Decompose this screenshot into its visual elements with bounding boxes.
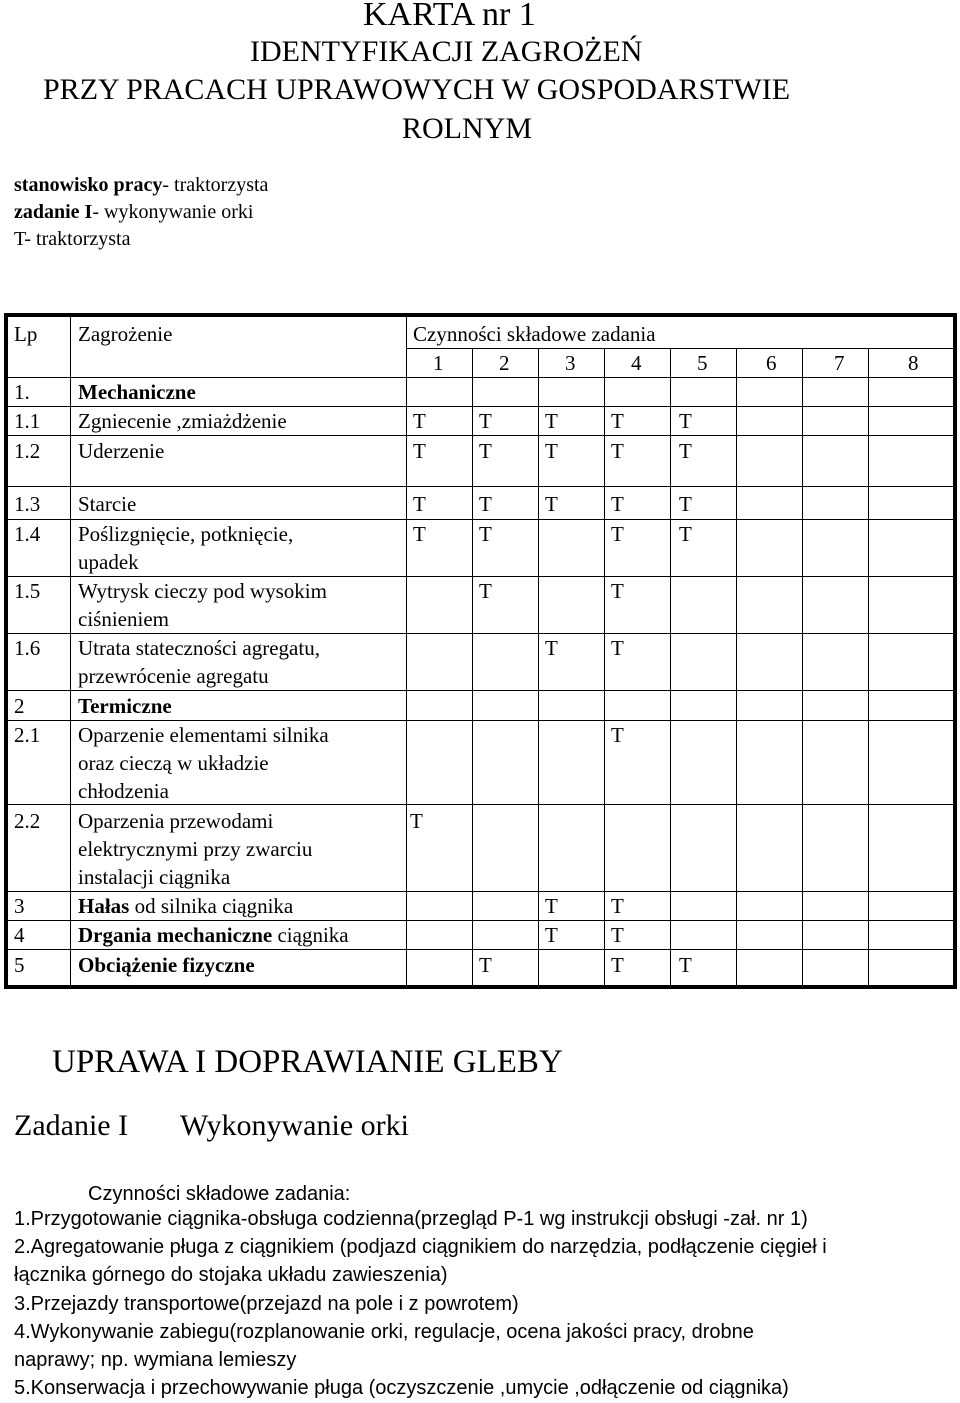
row-name-bold: Hałas (78, 894, 130, 918)
row-name (78, 951, 255, 979)
row-divider (8, 486, 953, 487)
row-name: Starcie (78, 492, 137, 516)
hazard-mark: T (410, 809, 423, 833)
hazard-mark: T (611, 522, 624, 546)
hazard-mark: T (545, 492, 558, 516)
task-line: 1.Przygotowanie ciągnika-obsługa codzienna(przegląd P-1 wg instrukcji obsługi -zał. nr 1) (14, 1208, 808, 1230)
stanowisko-label: stanowisko pracy (14, 174, 163, 196)
row-name: Wytrysk cieczy pod wysokim (78, 579, 327, 603)
col-divider-lp (70, 317, 71, 985)
hazard-mark: T (679, 953, 692, 977)
hazard-mark: T (413, 492, 426, 516)
task-line: naprawy; np. wymiana lemieszy (14, 1349, 297, 1371)
hazard-mark: T (611, 409, 624, 433)
row-lp: 3 (14, 894, 25, 918)
hazard-mark: T (479, 579, 492, 603)
row-name: Uderzenie (78, 439, 165, 463)
activity-number: 3 (565, 351, 576, 375)
col-header-zagrozenie: Zagrożenie (78, 322, 173, 346)
col-divider-a1 (472, 348, 473, 985)
hazard-mark: T (413, 439, 426, 463)
hazard-mark: T (413, 522, 426, 546)
row-lp: 4 (14, 923, 25, 947)
hazard-mark: T (679, 522, 692, 546)
row-name-cont: chłodzenia (78, 779, 169, 803)
row-divider (8, 435, 953, 436)
row-name-bold: Drgania mechaniczne (78, 923, 273, 947)
col-divider-a2 (538, 348, 539, 985)
row-name-cont: upadek (78, 550, 139, 574)
row-name: Poślizgnięcie, potknięcie, (78, 522, 294, 546)
row-lp: 1.6 (14, 636, 41, 660)
row-name-rest: od silnika ciągnika (129, 894, 294, 918)
row-lp: 5 (14, 953, 25, 977)
activity-number: 2 (499, 351, 510, 375)
row-divider (8, 690, 953, 691)
hazard-mark: T (479, 439, 492, 463)
row-divider (406, 348, 953, 349)
row-name-cont: przewrócenie agregatu (78, 664, 269, 688)
hazard-mark: T (611, 579, 624, 603)
row-name: Oparzenia przewodami (78, 809, 274, 833)
row-name-cont: elektrycznymi przy zwarciu (78, 837, 313, 861)
hazard-mark: T (479, 953, 492, 977)
task-line: 3.Przejazdy transportowe(przejazd na pole i z powrotem) (14, 1293, 519, 1315)
col-divider-a5 (736, 348, 737, 985)
row-lp: 2.2 (14, 809, 41, 833)
task-line: 5.Konserwacja i przechowywanie pługa (oczyszczenie ,umycie ,odłączenie od ciągnika) (14, 1377, 789, 1399)
card-title: KARTA nr 1 (363, 0, 536, 33)
row-name: Termiczne (78, 694, 172, 718)
row-lp: 1.3 (14, 492, 41, 516)
stanowisko-line (14, 172, 268, 199)
card-subtitle-3: ROLNYM (402, 112, 533, 145)
hazard-mark: T (479, 492, 492, 516)
task-line: łącznika górnego do stojaka układu zawieszenia) (14, 1264, 448, 1286)
row-lp: 2 (14, 694, 25, 718)
hazard-mark: T (479, 409, 492, 433)
hazard-mark: T (611, 636, 624, 660)
hazard-mark: T (545, 894, 558, 918)
row-lp: 1.4 (14, 522, 41, 546)
card-subtitle-2: PRZY PRACACH UPRAWOWYCH W GOSPODARSTWIE (43, 73, 791, 106)
row-name (78, 921, 349, 949)
zadanie-heading-label: Zadanie I (14, 1109, 129, 1142)
row-lp: 2.1 (14, 723, 41, 747)
hazard-mark: T (611, 923, 624, 947)
col-header-lp: Lp (14, 322, 38, 346)
hazard-mark: T (479, 522, 492, 546)
t-legend: T- traktorzysta (14, 228, 131, 250)
hazard-mark: T (611, 439, 624, 463)
hazard-mark: T (611, 894, 624, 918)
col-divider-name (406, 317, 407, 985)
activity-number: 5 (697, 351, 708, 375)
hazard-mark: T (611, 953, 624, 977)
hazard-mark: T (679, 492, 692, 516)
hazard-mark: T (545, 636, 558, 660)
zadanie-label: zadanie I (14, 201, 93, 223)
row-name: Oparzenie elementami silnika (78, 723, 329, 747)
zadanie-heading-name: Wykonywanie orki (180, 1109, 409, 1142)
zadanie-line (14, 199, 253, 226)
hazard-mark: T (611, 723, 624, 747)
row-name-bold: Obciążenie fizyczne (78, 953, 255, 977)
col-header-czynnosci: Czynności składowe zadania (413, 322, 656, 346)
row-divider (8, 949, 953, 950)
hazard-mark: T (679, 409, 692, 433)
row-name-cont: oraz cieczą w układzie (78, 751, 269, 775)
row-name: Zgniecenie ,zmiażdżenie (78, 409, 287, 433)
col-divider-a4 (670, 348, 671, 985)
hazard-mark: T (611, 492, 624, 516)
zadanie-value: - wykonywanie orki (92, 201, 254, 223)
row-name: Utrata stateczności agregatu, (78, 636, 320, 660)
stanowisko-value: - traktorzysta (162, 174, 269, 196)
czynnosci-heading: Czynności składowe zadania: (88, 1183, 351, 1205)
hazard-mark: T (545, 923, 558, 947)
row-lp: 1.2 (14, 439, 41, 463)
col-divider-a7 (868, 348, 869, 985)
hazard-mark: T (679, 439, 692, 463)
activity-number: 6 (766, 351, 777, 375)
card-subtitle-1: IDENTYFIKACJI ZAGROŻEŃ (250, 35, 643, 68)
row-lp: 1. (14, 380, 30, 404)
row-name (78, 892, 293, 920)
row-name: Mechaniczne (78, 380, 196, 404)
col-divider-a3 (604, 348, 605, 985)
col-divider-a6 (802, 348, 803, 985)
activity-number: 4 (631, 351, 642, 375)
activity-number: 1 (433, 351, 444, 375)
row-lp: 1.5 (14, 579, 41, 603)
section-title: UPRAWA I DOPRAWIANIE GLEBY (52, 1044, 563, 1080)
hazard-mark: T (545, 409, 558, 433)
row-name-cont: ciśnieniem (78, 607, 169, 631)
task-line: 4.Wykonywanie zabiegu(rozplanowanie orki, regulacje, ocena jakości pracy, drobne (14, 1321, 754, 1343)
activity-number: 8 (908, 351, 919, 375)
row-lp: 1.1 (14, 409, 41, 433)
row-name-cont: instalacji ciągnika (78, 865, 231, 889)
row-name-rest: ciągnika (272, 923, 349, 947)
hazard-mark: T (545, 439, 558, 463)
activity-number: 7 (834, 351, 845, 375)
task-line: 2.Agregatowanie pługa z ciągnikiem (podjazd ciągnikiem do narzędzia, podłączenie cięgieł i (14, 1236, 827, 1258)
hazard-mark: T (413, 409, 426, 433)
